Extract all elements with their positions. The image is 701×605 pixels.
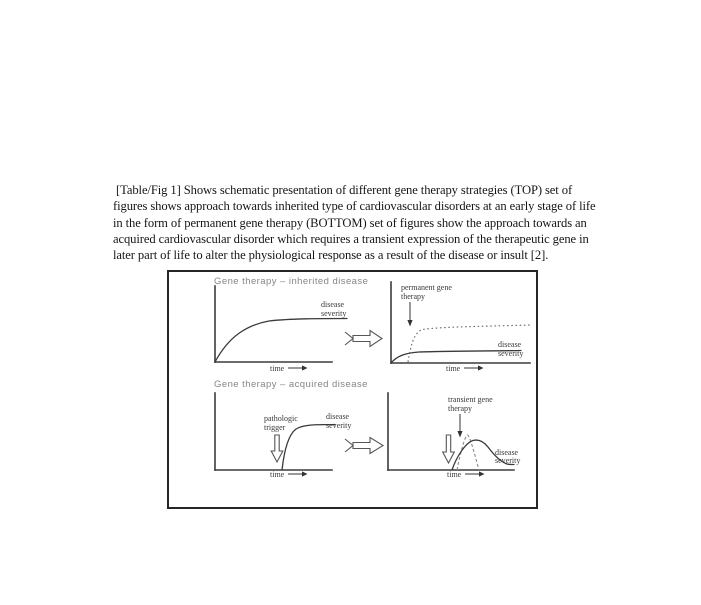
permanent-gene-therapy-label-line1: permanent gene: [401, 283, 452, 292]
time-axis-label: time: [447, 470, 462, 479]
time-axis-label: time: [270, 470, 285, 479]
disease-severity-label-line1: disease: [495, 448, 519, 457]
schematic-svg: [169, 272, 536, 507]
inherited-untreated-plot: [215, 286, 347, 373]
pathologic-trigger-label-line2: trigger: [264, 423, 286, 432]
transient-gene-therapy-label-line2: therapy: [448, 404, 472, 413]
figure-caption: [113, 182, 638, 263]
therapy-pointer-arrow-icon: [407, 302, 412, 327]
disease-severity-label-line2: severity: [321, 309, 347, 318]
caption-line-1: [Table/Fig 1] Shows schematic presentation of different gene therapy strategies (TOP) set of: [113, 183, 573, 197]
transition-arrow-icon-top: [345, 331, 382, 347]
time-axis-arrow-icon: [464, 365, 484, 370]
permanent-gene-therapy-label-line2: therapy: [401, 292, 425, 301]
disease-severity-curve: [282, 425, 335, 471]
disease-severity-label-line2: severity: [495, 456, 521, 465]
acquired-treated-plot: [388, 393, 520, 479]
pathologic-trigger-label-line1: pathologic: [264, 414, 298, 423]
time-axis-label: time: [270, 364, 285, 373]
caption-line-3: in the form of permanent gene therapy (BOTTOM) set of figures show the approach towards an: [113, 215, 587, 230]
disease-severity-label-line1: disease: [326, 412, 350, 421]
inherited-section-title: Gene therapy – inherited disease: [214, 276, 369, 287]
caption-line-4: acquired cardiovascular disorder which requires a transient expression of the therapeutic gene in: [113, 231, 589, 246]
acquired-untreated-plot: [215, 393, 351, 479]
acquired-section-title: Gene therapy – acquired disease: [214, 379, 368, 390]
trigger-down-arrow-icon: [443, 435, 455, 463]
trigger-down-arrow-icon: [271, 435, 283, 462]
time-axis-arrow-icon: [288, 365, 308, 370]
time-axis-label: time: [446, 364, 461, 373]
transition-arrow-icon-bottom: [345, 438, 383, 454]
time-axis-arrow-icon: [288, 471, 308, 476]
disease-severity-label-line2: severity: [498, 349, 524, 358]
disease-severity-label-line2: severity: [326, 421, 352, 430]
inherited-treated-plot: [391, 282, 530, 373]
therapy-pointer-arrow-icon: [457, 414, 462, 438]
caption-line-2: figures shows approach towards inherited type of cardiovascular disorders at an early stage of life: [113, 199, 596, 214]
time-axis-arrow-icon: [465, 471, 485, 476]
disease-severity-curve: [215, 319, 347, 363]
caption-line-5: later part of life to alter the physiological response as a result of the disease or insult [2].: [113, 248, 549, 263]
disease-severity-label-line1: disease: [498, 340, 522, 349]
transient-gene-therapy-label-line1: transient gene: [448, 395, 493, 404]
schematic-figure: [167, 270, 538, 509]
disease-severity-label-line1: disease: [321, 300, 345, 309]
